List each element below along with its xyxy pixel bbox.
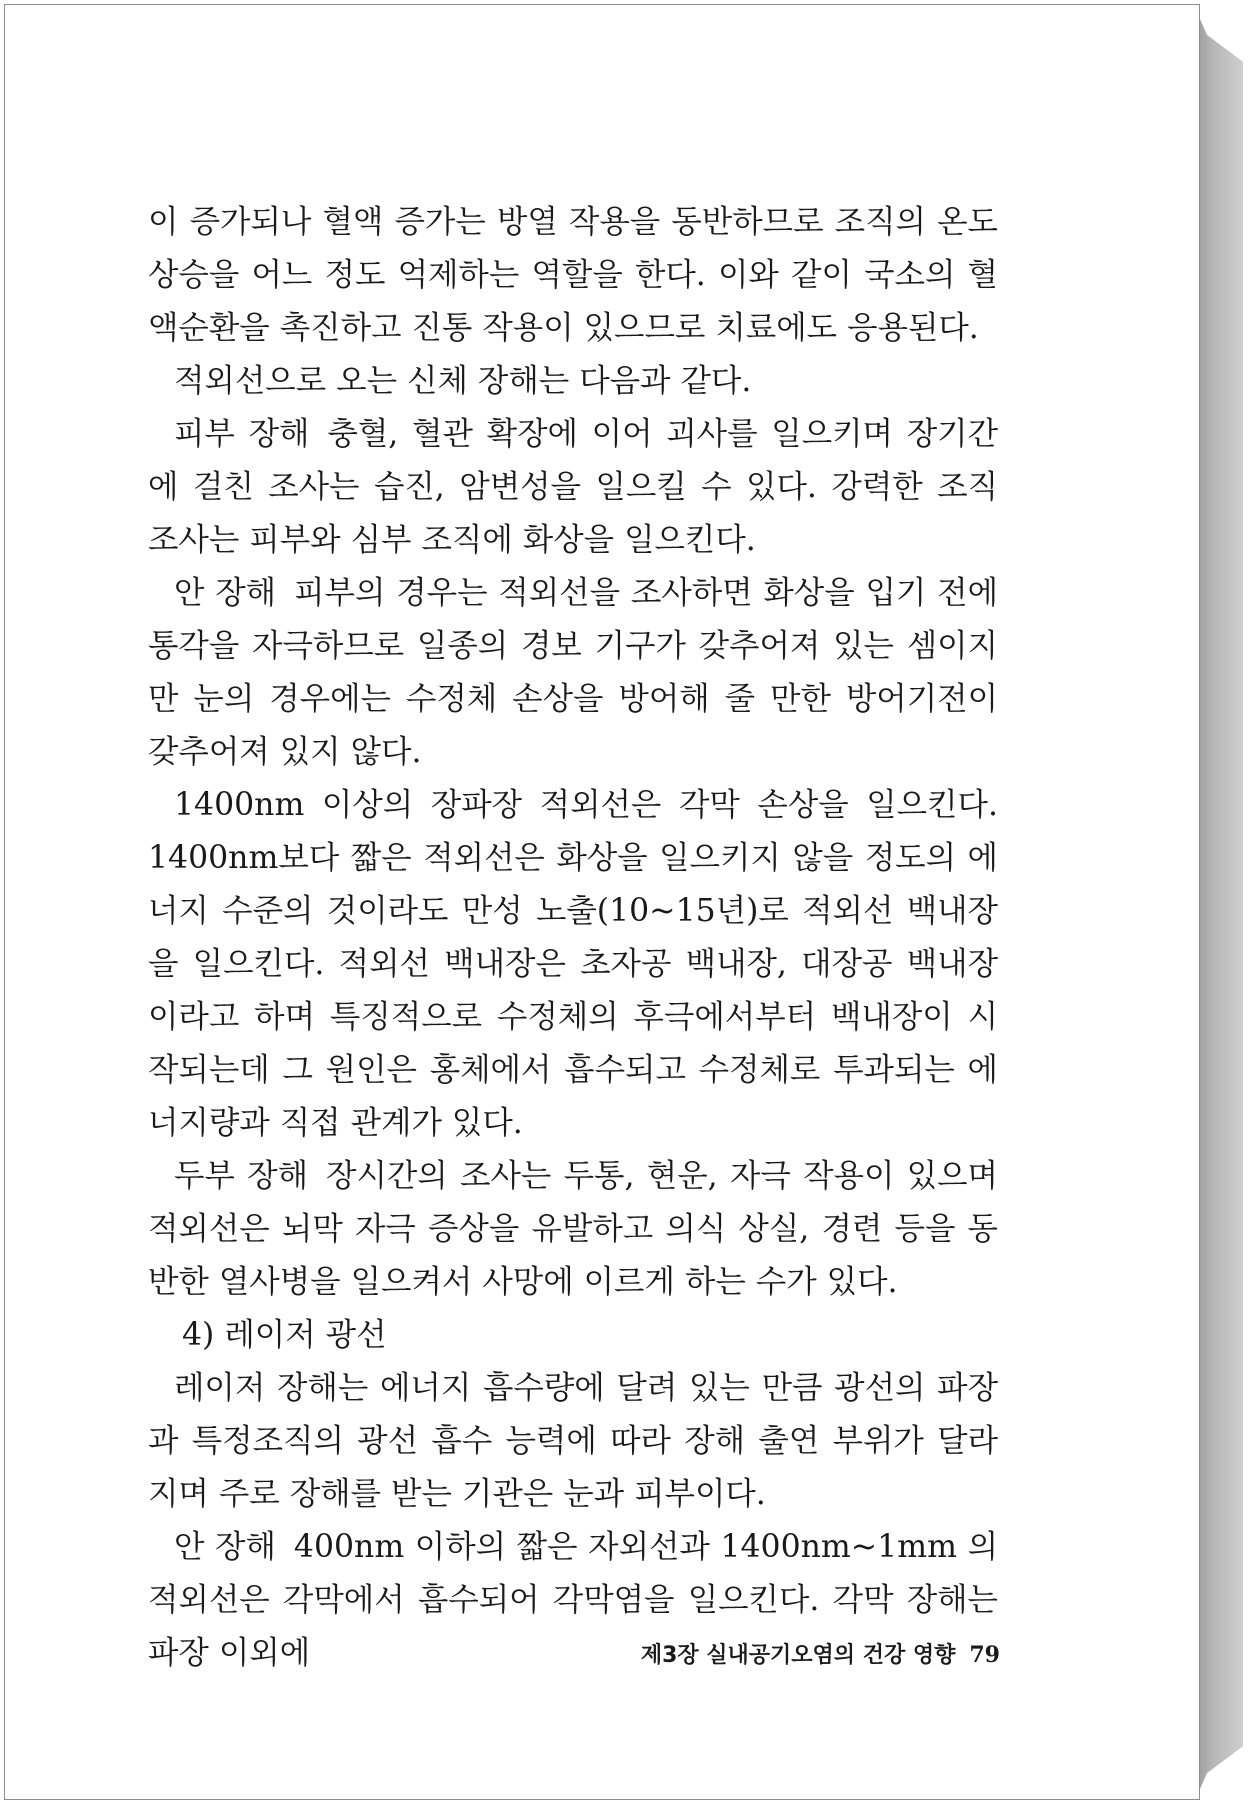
- paragraph-infrared-cataract: 1400nm 이상의 장파장 적외선은 각막 손상을 일으킨다. 1400nm보다 짧은 적외선은 화상을 일으키지 않을 정도의 에너지 수준의 것이라도 만성 노출(10~15년)로 적외선 백내장을 일으킨다. 적외선 백내장은 초자공 백내장, 대장공 백내장이라고 하며 특징적으로 수정체의 후극에서부터 백내장이 시작되는데 그 원인은 홍체에서 흡수되고 수정체로 투과되는 에너지량과 직접 관계가 있다.: [148, 787, 998, 1141]
- paragraph-intro: 적외선으로 오는 신체 장해는 다음과 같다.: [174, 363, 752, 399]
- term-eye-damage: 안 장해: [174, 575, 277, 611]
- term-head-damage: 두부 장해: [174, 1158, 309, 1194]
- term-laser-eye-damage: 안 장해: [174, 1529, 276, 1565]
- term-skin-damage: 피부 장해: [174, 416, 310, 452]
- running-footer: [580, 1638, 1000, 1669]
- text-head-damage: 장시간의 조사는 두통, 현운, 자극 작용이 있으며 적외선은 뇌막 자극 증상을 유발하고 의식 상실, 경련 등을 동반한 열사병을 일으켜서 사망에 이르게 하는 수가 있다.: [148, 1158, 998, 1300]
- paragraph-laser-damage: 레이저 장해는 에너지 흡수량에 달려 있는 만큼 광선의 파장과 특정조직의 광선 흡수 능력에 따라 장해 출연 부위가 달라지며 주로 장해를 받는 기관은 눈과 피부이다.: [148, 1370, 998, 1512]
- section-heading-laser: 4) 레이저 광선: [182, 1317, 387, 1353]
- chapter-title: 제3장 실내공기오염의 건강 영향: [640, 1643, 956, 1668]
- paragraph-head-damage: [148, 1150, 998, 1309]
- text-eye-damage: 피부의 경우는 적외선을 조사하면 화상을 입기 전에 통각을 자극하므로 일종의 경보 기구가 갖추어져 있는 셈이지만 눈의 경우에는 수정체 손상을 방어해 줄 만한 방어기전이 갖추어져 있지 않다.: [148, 575, 998, 770]
- page-body: [148, 196, 998, 1680]
- paragraph-eye-damage: [148, 567, 998, 779]
- page-number: 79: [969, 1642, 1000, 1668]
- paragraph-skin-damage: [148, 408, 998, 567]
- page-stack-edge: [1195, 8, 1243, 1800]
- paragraph-continuation: 이 증가되나 혈액 증가는 방열 작용을 동반하므로 조직의 온도 상승을 어느 정도 억제하는 역할을 한다. 이와 같이 국소의 혈액순환을 촉진하고 진통 작용이 있으므로 치료에도 응용된다.: [148, 204, 998, 346]
- text-skin-damage: 충혈, 혈관 확장에 이어 괴사를 일으키며 장기간에 걸친 조사는 습진, 암변성을 일으킬 수 있다. 강력한 조직 조사는 피부와 심부 조직에 화상을 일으킨다.: [148, 416, 998, 558]
- text-laser-eye-damage: 400nm 이하의 짧은 자외선과 1400nm~1mm 의 적외선은 각막에서 흡수되어 각막염을 일으킨다. 각막 장해는 파장 이외에: [148, 1529, 998, 1671]
